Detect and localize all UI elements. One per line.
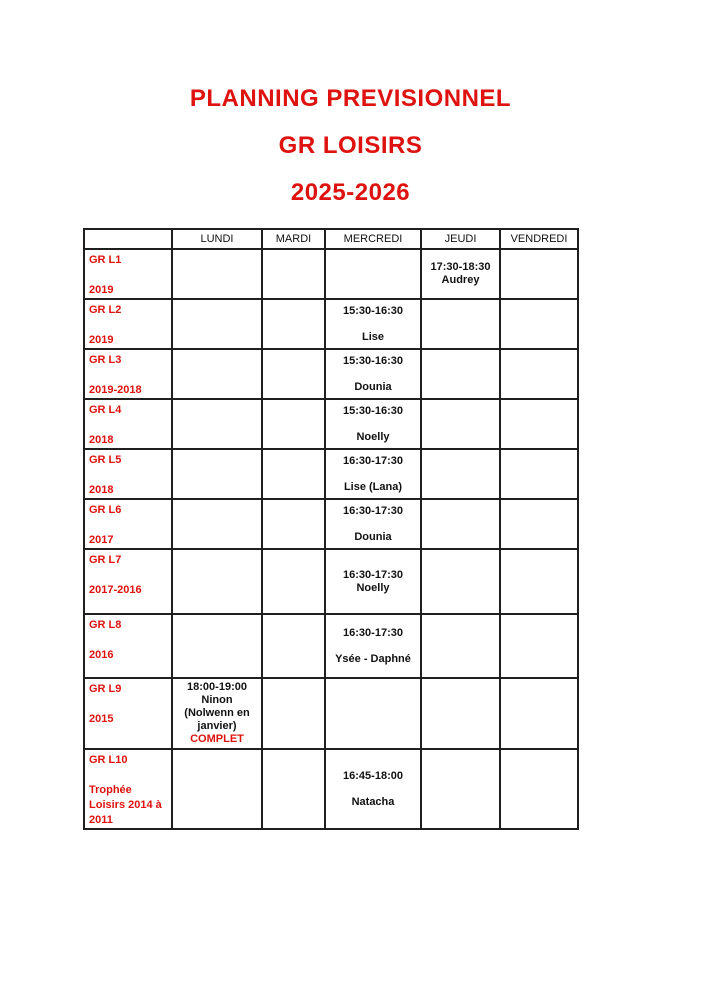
day-cell-lundi: [172, 499, 262, 549]
row-label-cell: GR L10 Trophée Loisirs 2014 à 2011: [84, 749, 172, 829]
day-cell-jeudi: [421, 678, 500, 749]
day-cell-mardi: [262, 499, 325, 549]
day-cell-lundi: [172, 299, 262, 349]
table-row-grl6: [84, 499, 578, 549]
row-label-cell: GR L5 2018: [84, 449, 172, 499]
day-cell-mercredi: 16:30-17:30 Ysée - Daphné: [325, 614, 421, 678]
day-cell-jeudi: [421, 549, 500, 614]
day-cell-mercredi: 15:30-16:30 Noelly: [325, 399, 421, 449]
title-line-2: GR LOISIRS: [278, 132, 423, 159]
day-cell-lundi: [172, 449, 262, 499]
document-title: [0, 75, 701, 216]
day-cell-lundi: 18:00-19:00 Ninon (Nolwenn en janvier) COMPLET: [172, 678, 262, 749]
row-label-cell: GR L2 2019: [84, 299, 172, 349]
row-label-cell: GR L3 2019-2018: [84, 349, 172, 399]
table-row-grl3: [84, 349, 578, 399]
day-cell-mardi: [262, 678, 325, 749]
day-cell-jeudi: [421, 349, 500, 399]
header-cell-empty: [84, 229, 172, 249]
day-cell-mardi: [262, 299, 325, 349]
row-label-cell: GR L7 2017-2016: [84, 549, 172, 614]
day-cell-mardi: [262, 749, 325, 829]
day-cell-vendredi: [500, 449, 578, 499]
day-cell-lundi: [172, 399, 262, 449]
day-cell-mercredi: [325, 678, 421, 749]
table-row-grl8: [84, 614, 578, 678]
day-cell-vendredi: [500, 349, 578, 399]
day-cell-mercredi: 16:30-17:30 Lise (Lana): [325, 449, 421, 499]
day-cell-lundi: [172, 349, 262, 399]
table-row-grl5: [84, 449, 578, 499]
header-row: [84, 229, 578, 249]
row-label-cell: GR L4 2018: [84, 399, 172, 449]
day-cell-lundi: [172, 614, 262, 678]
day-cell-mercredi: 15:30-16:30 Lise: [325, 299, 421, 349]
day-cell-mardi: [262, 614, 325, 678]
day-cell-mardi: [262, 549, 325, 614]
header-cell-lundi: LUNDI: [172, 229, 262, 249]
table-row-grl2: [84, 299, 578, 349]
day-cell-vendredi: [500, 614, 578, 678]
day-cell-mercredi: 16:30-17:30 Noelly: [325, 549, 421, 614]
day-cell-vendredi: [500, 499, 578, 549]
day-cell-mercredi: 16:30-17:30 Dounia: [325, 499, 421, 549]
day-cell-jeudi: [421, 299, 500, 349]
day-cell-lundi: [172, 249, 262, 299]
day-cell-jeudi: [421, 499, 500, 549]
header-cell-jeudi: JEUDI: [421, 229, 500, 249]
title-line-1: PLANNING PREVISIONNEL: [189, 85, 512, 112]
day-cell-vendredi: [500, 399, 578, 449]
row-label-cell: GR L1 2019: [84, 249, 172, 299]
row-label-cell: GR L6 2017: [84, 499, 172, 549]
day-cell-vendredi: [500, 249, 578, 299]
table-row-grl10: [84, 749, 578, 829]
table-row-grl9: [84, 678, 578, 749]
day-cell-mercredi: [325, 249, 421, 299]
header-cell-mardi: MARDI: [262, 229, 325, 249]
day-cell-vendredi: [500, 299, 578, 349]
day-cell-lundi: [172, 749, 262, 829]
day-cell-jeudi: [421, 614, 500, 678]
table-row-grl4: [84, 399, 578, 449]
day-cell-mardi: [262, 249, 325, 299]
header-cell-vendredi: VENDREDI: [500, 229, 578, 249]
day-cell-jeudi: 17:30-18:30 Audrey: [421, 249, 500, 299]
day-cell-lundi: [172, 549, 262, 614]
day-cell-mardi: [262, 349, 325, 399]
day-cell-vendredi: [500, 549, 578, 614]
table-row-grl1: [84, 249, 578, 299]
day-cell-vendredi: [500, 749, 578, 829]
planning-table: [83, 228, 579, 830]
day-cell-jeudi: [421, 449, 500, 499]
day-cell-mercredi: 16:45-18:00 Natacha: [325, 749, 421, 829]
row-label-cell: GR L9 2015: [84, 678, 172, 749]
day-cell-mercredi: 15:30-16:30 Dounia: [325, 349, 421, 399]
day-cell-jeudi: [421, 749, 500, 829]
day-cell-jeudi: [421, 399, 500, 449]
header-cell-mercredi: MERCREDI: [325, 229, 421, 249]
day-cell-mardi: [262, 449, 325, 499]
title-line-3: 2025-2026: [290, 179, 411, 206]
day-cell-vendredi: [500, 678, 578, 749]
table-row-grl7: [84, 549, 578, 614]
row-label-cell: GR L8 2016: [84, 614, 172, 678]
day-cell-mardi: [262, 399, 325, 449]
